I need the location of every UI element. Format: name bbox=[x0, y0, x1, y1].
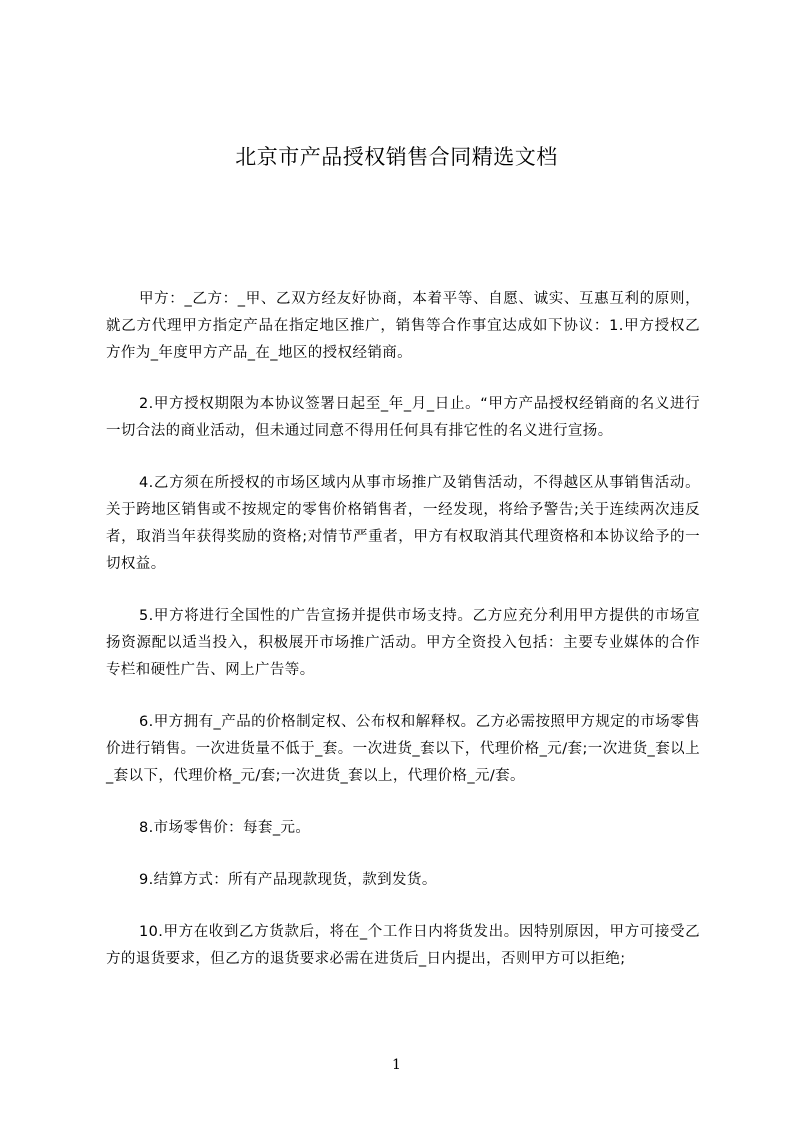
page-number: 1 bbox=[392, 1057, 401, 1073]
paragraph-sales-territory: 4.乙方须在所授权的市场区域内从事市场推广及销售活动，不得越区从事销售活动。关于跨地区销售或不按规定的零售价格销售者，一经发现，将给予警告;关于连续两次违反者，取消当年获得奖励的资格;对情节严重者，甲方有权取消其代理资格和本协议给予的一切权益。 bbox=[106, 475, 700, 572]
paragraph-delivery-and-returns: 10.甲方在收到乙方货款后，将在_个工作日内将货发出。因特别原因，甲方可接受乙方的退货要求，但乙方的退货要求必需在进货后_日内提出，否则甲方可以拒绝; bbox=[106, 924, 700, 967]
paragraph-authorization-period: 2.甲方授权期限为本协议签署日起至_年_月_日止。“甲方产品授权经销商的名义进行一切合法的商业活动，但未通过同意不得用任何具有排它性的名义进行宣扬。 bbox=[106, 396, 700, 439]
document-body bbox=[106, 286, 700, 998]
paragraph-advertising-support: 5.甲方将进行全国性的广告宣扬并提供市场支持。乙方应充分利用甲方提供的市场宣扬资源配以适当投入，积极展开市场推广活动。甲方全资投入包括：主要专业媒体的合作专栏和硬性广告、网上广告等。 bbox=[106, 608, 700, 678]
paragraph-pricing: 6.甲方拥有_产品的价格制定权、公布权和解释权。乙方必需按照甲方规定的市场零售价进行销售。一次进货量不低于_套。一次进货_套以下，代理价格_元/套;一次进货_套以上_套以下，代理价格_元/套;一次进货_套以上，代理价格_元/套。 bbox=[106, 714, 700, 784]
document-title: 北京市产品授权销售合同精选文档 bbox=[235, 145, 558, 169]
paragraph-retail-price: 8.市场零售价：每套_元。 bbox=[139, 820, 311, 836]
paragraph-settlement: 9.结算方式：所有产品现款现货，款到发货。 bbox=[139, 872, 437, 888]
paragraph-parties-and-authorization: 甲方：_乙方：_甲、乙双方经友好协商，本着平等、自愿、诚实、互惠互利的原则，就乙方代理甲方指定产品在指定地区推广，销售等合作事宜达成如下协议：1.甲方授权乙方作为_年度甲方产品_在_地区的授权经销商。 bbox=[106, 291, 700, 361]
